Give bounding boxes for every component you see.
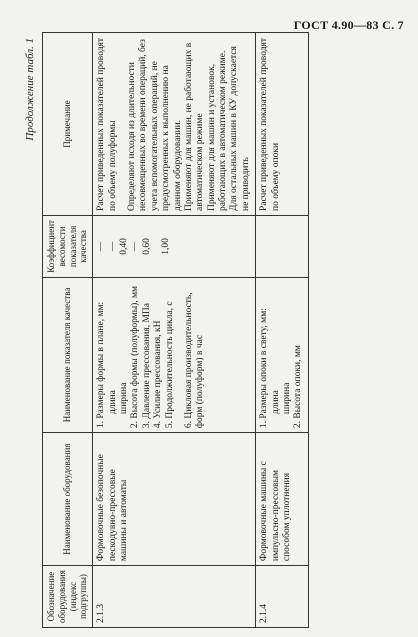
indicator-item: 5. Продолжительность цикла, с [164, 301, 175, 429]
row-code: 2.1.3 [93, 566, 256, 628]
indicator-item: 3. Давление прессования, МПа [141, 302, 152, 429]
quality-indicators-table [42, 32, 309, 628]
coefficient-value: 0,60 [141, 238, 152, 255]
coefficient-value: 0,40 [118, 238, 129, 255]
row-notes [256, 33, 309, 216]
indicator-item: 1. Размеры формы в плане, мм: [96, 301, 107, 429]
row-code: 2.1.4 [256, 566, 309, 628]
spacer [153, 220, 161, 273]
page-content [22, 32, 413, 628]
row-coefficients [256, 216, 309, 278]
indicator-item: 2. Высота формы (полуформы), мм [130, 285, 141, 429]
spacer [119, 37, 127, 211]
coefficient-value: — [107, 241, 118, 252]
page-header: ГОСТ 4.90—83 С. 7 [293, 18, 404, 32]
row-equipment: Формовочные машины с импульсно-прессовым способом уплотнения [256, 433, 309, 566]
coefficient-value: 1,00 [161, 238, 172, 255]
indicator-item: 1. Размеры опоки в свету, мм: [259, 308, 270, 429]
coefficient-value: — [96, 241, 107, 252]
indicator-item: 2. Высота опоки, мм [293, 345, 304, 429]
header-equipment: Наименование оборудования [43, 433, 93, 566]
table-row [93, 33, 256, 628]
note-item: Применяют для машин, не работающих в автоматическом режиме [183, 42, 206, 212]
row-equipment: Формовочные безопочные пескодувно-прессовые машины и автоматы [93, 433, 256, 566]
row-coefficients [93, 216, 256, 278]
indicator-item: ширина [282, 382, 293, 415]
indicator-item: 4. Усилие прессования, кН [153, 320, 164, 429]
rotated-table-container [22, 32, 413, 628]
note-item: Определяют исходя из длительности несовмещенных во времени операций, без учета вспомогательных операций, не предусмотренных к выполнению на данном оборудовании. [126, 39, 183, 212]
note-item: Расчет приведенных показателей проводят по объему полуформы [96, 37, 118, 212]
indicator-item: длина [107, 390, 118, 415]
row-indicators [256, 277, 309, 432]
table-row [256, 33, 309, 628]
coefficient-value: — [130, 241, 141, 252]
indicator-item: 6. Цикловая производительность, форм (полуформ) в час [183, 292, 206, 429]
table-caption: Продолжение табл. 1 [24, 38, 36, 141]
header-indicator: Наименование показателя качества [43, 277, 93, 432]
header-code: Обозначение оборудования (индекс подгруппы) [43, 566, 93, 628]
row-notes [93, 33, 256, 216]
note-item: Применяют для машин и установок, работающих в автоматическом режиме. [206, 50, 229, 212]
indicator-item: ширина [118, 382, 129, 415]
note-item: Для остальных машин в КУ допускается не приводить [229, 46, 251, 212]
spacer [176, 282, 184, 428]
header-note: Примечание [43, 33, 93, 216]
indicator-item: длина [270, 390, 281, 415]
table-header-row [43, 33, 93, 628]
row-indicators [93, 277, 256, 432]
header-coefficient: Коэффициент весомости показателя качества [43, 216, 93, 278]
note-item: Расчет приведенных показателей проводят по объему опоки [259, 37, 281, 212]
